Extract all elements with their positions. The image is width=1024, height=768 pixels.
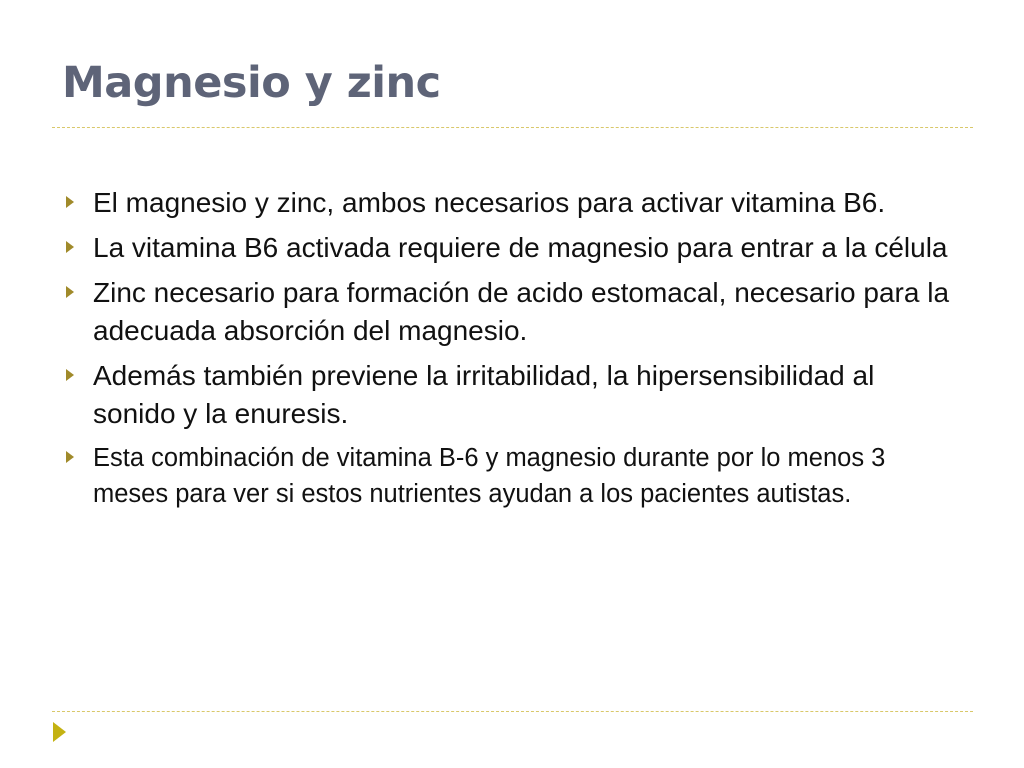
bullet-text: Además también previene la irritabilidad, la hipersensibilidad al sonido y la enuresis.: [93, 360, 875, 429]
bullet-arrow-icon: [66, 369, 74, 381]
slide-title: Magnesio y zinc: [62, 58, 441, 108]
bullet-item: [62, 184, 962, 222]
bullet-item: [62, 440, 962, 512]
footer-divider: [52, 711, 973, 712]
bullet-text: Esta combinación de vitamina B-6 y magnesio durante por lo menos 3 meses para ver si estos nutrientes ayudan a los pacientes autistas.: [93, 444, 886, 508]
bullet-arrow-icon: [66, 451, 74, 463]
bullet-item: [62, 229, 962, 267]
bullet-arrow-icon: [66, 196, 74, 208]
bullet-item: [62, 274, 962, 350]
title-divider: [52, 127, 973, 128]
bullet-text: Zinc necesario para formación de acido estomacal, necesario para la adecuada absorción del magnesio.: [93, 277, 950, 346]
bullet-arrow-icon: [66, 241, 74, 253]
bullet-item: [62, 357, 962, 433]
next-slide-icon[interactable]: [53, 722, 66, 742]
bullet-arrow-icon: [66, 286, 74, 298]
bullet-list: [62, 184, 962, 519]
bullet-text: La vitamina B6 activada requiere de magnesio para entrar a la célula: [93, 232, 948, 263]
bullet-text: El magnesio y zinc, ambos necesarios para activar vitamina B6.: [93, 187, 886, 218]
